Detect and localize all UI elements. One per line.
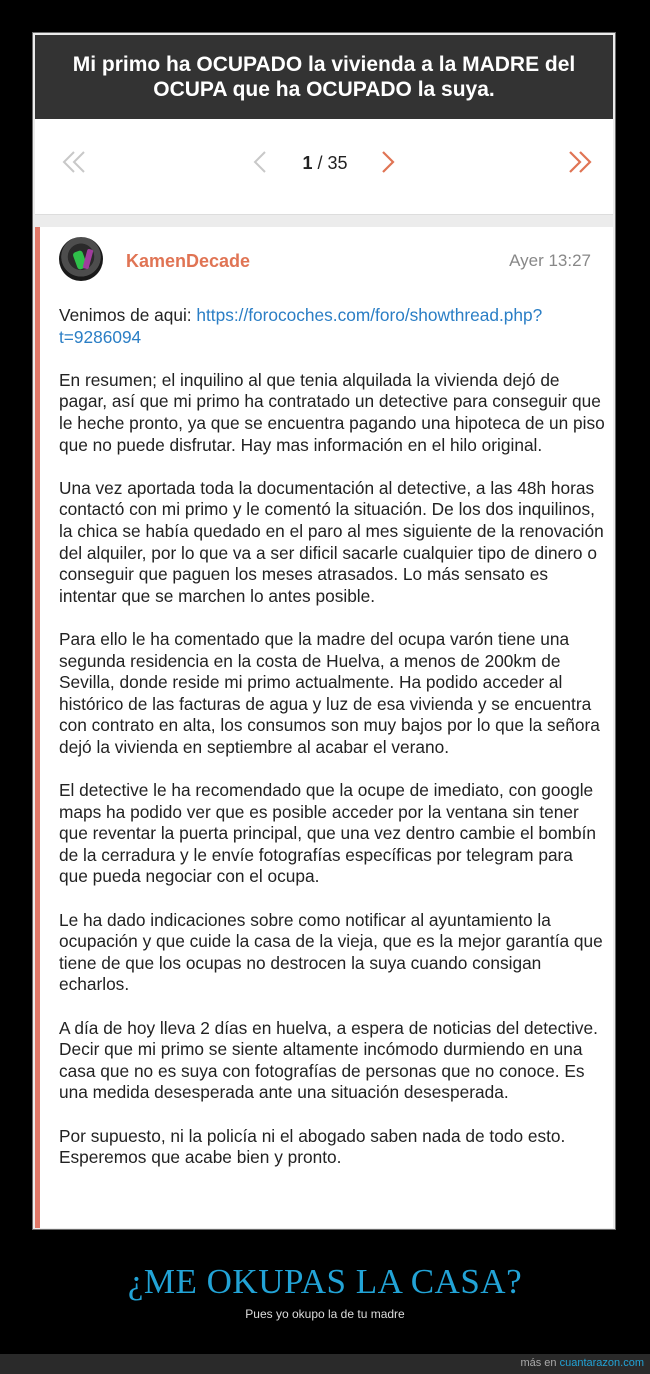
intro-text: Venimos de aqui: bbox=[59, 305, 197, 325]
post-paragraph: A día de hoy lleva 2 días en huelva, a espera de noticias del detective. Decir que mi primo se siente altamente incómodo durmiendo en una casa que no es suya con fotografías de personas que no conoce. Es una medida desesperada ante una situación desesperada. bbox=[59, 1017, 598, 1103]
page-separator: / bbox=[312, 153, 328, 173]
post-paragraph: Le ha dado indicaciones sobre como notificar al ayuntamiento la ocupación y que cuide la casa de la vieja, que es la mejor garantía que tiene de que los ocupas no destrocen la suya cuando consigan echarlos. bbox=[59, 909, 603, 995]
avatar[interactable] bbox=[59, 237, 103, 281]
post-username[interactable]: KamenDecade bbox=[126, 251, 251, 271]
forum-post bbox=[35, 227, 613, 1228]
current-page: 1 bbox=[302, 153, 313, 173]
post-timestamp: Ayer 13:27 bbox=[509, 251, 591, 270]
source-site-link[interactable]: cuantarazon.com bbox=[559, 1357, 644, 1369]
footer-bar bbox=[0, 1354, 650, 1374]
post-intro bbox=[59, 305, 605, 348]
meme-caption-title: ¿ME OKUPAS LA CASA? bbox=[127, 1262, 523, 1301]
pagination-bar bbox=[35, 119, 613, 215]
next-page-icon[interactable] bbox=[380, 147, 396, 177]
last-page-icon[interactable] bbox=[567, 147, 593, 177]
post-body bbox=[59, 305, 605, 1190]
first-page-icon[interactable] bbox=[61, 147, 87, 177]
post-paragraph: En resumen; el inquilino al que tenia alquilada la vivienda dejó de pagar, así que mi primo ha contratado un detective para conseguir que le heche pronto, ya que se encuentra pagando una hipoteca de un piso que no puede disfrutar. Hay mas información en el hilo original. bbox=[59, 369, 605, 455]
post-paragraph: Por supuesto, ni la policía ni el abogado saben nada de todo esto. Esperemos que acabe bien y pronto. bbox=[59, 1125, 566, 1168]
screenshot-frame bbox=[32, 32, 616, 1230]
source-prefix: más en bbox=[520, 1357, 560, 1369]
avatar-detail bbox=[83, 249, 94, 270]
previous-page-icon[interactable] bbox=[252, 147, 268, 177]
thread-title: Mi primo ha OCUPADO la vivienda a la MADRE del OCUPA que ha OCUPADO la suya. bbox=[35, 35, 613, 119]
page-indicator bbox=[285, 153, 365, 174]
meme-caption-subtitle: Pues yo okupo la de tu madre bbox=[245, 1307, 405, 1321]
total-pages: 35 bbox=[327, 153, 348, 173]
post-paragraph: Para ello le ha comentado que la madre del ocupa varón tiene una segunda residencia en la costa de Huelva, a menos de 200km de Sevilla, donde reside mi primo actualmente. Ha podido acceder al histórico de las facturas de agua y luz de esa vivienda y se encuentra con contrato en alta, los consumos son muy bajos por lo que la señora dejó la vivienda en septiembre al acabar el verano. bbox=[59, 628, 600, 757]
thread-link[interactable]: https://forocoches.com/foro/showthread.php?t=9286094 bbox=[59, 305, 543, 347]
source-credit bbox=[520, 1357, 644, 1369]
post-paragraph: Una vez aportada toda la documentación al detective, a las 48h horas contactó con mi primo y le comentó la situación. De los dos inquilinos, la chica se había quedado en el paro al mes siguiente de la renovación del alquiler, por lo que va a ser dificil sacarle cualquier tipo de dinero o conseguir que paguen los meses atrasados. Lo más sensato es intentar que se marchen lo antes posible. bbox=[59, 477, 604, 606]
post-paragraph: El detective le ha recomendado que la ocupe de imediato, con google maps ha podido ver que es posible acceder por la ventana sin tener que reventar la puerta principal, que una vez dentro cambie el bombín de la cerradura y le envíe fotografías específicas por telegram para que pueda negociar con el ocupa. bbox=[59, 780, 597, 887]
